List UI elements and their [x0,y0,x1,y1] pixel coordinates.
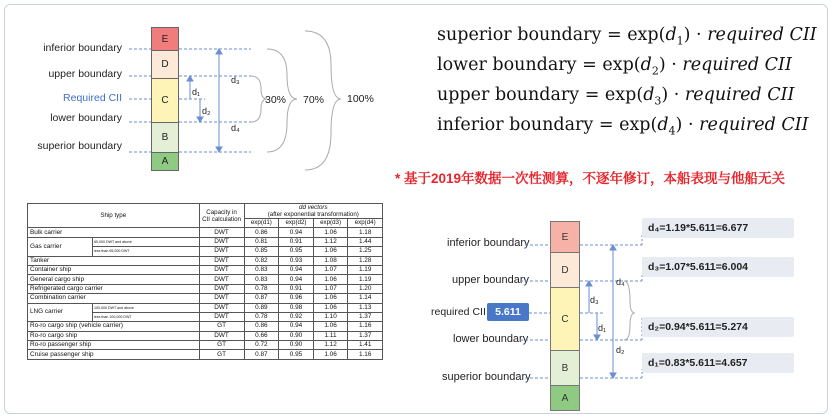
table-row [28,350,383,359]
cell-ship-type: Cruise passenger ship [28,350,200,359]
cell-exp-value: 0.85 [244,247,279,256]
cell-capacity: DWT [199,312,244,321]
cell-exp-value: 0.91 [279,284,314,293]
cell-exp-value: 1.28 [348,256,383,265]
d2-label-bottom: d₂ [616,345,625,355]
formula-sub: 3 [654,94,662,108]
cell-exp-value: 0.94 [279,322,314,331]
required-value: 5.611 [495,306,521,318]
cell-exp-value: 0.87 [244,294,279,303]
cell-exp-value: 1.19 [348,275,383,284]
cell-ship-subtype: less than 100,000 DWT [93,312,200,321]
formula-lhs: upper boundary [437,85,580,105]
percent-100: 100% [347,93,374,105]
th-exp-col: exp(d2) [279,219,314,228]
formula-sub: 1 [676,34,684,48]
formula-rhs: required CII [684,85,795,105]
cell-exp-value: 1.41 [348,341,383,350]
th-dd-sub: (after exponential transformation) [267,211,359,218]
cell-exp-value: 1.08 [313,256,348,265]
formula-rhs: required CII [699,115,809,135]
table-row [28,294,383,303]
formula-row [437,25,817,48]
formula-eq: = exp( [576,55,641,75]
cell-exp-value: 0.83 [244,275,279,284]
cell-exp-value: 1.14 [348,294,383,303]
cell-exp-value: 1.37 [348,312,383,321]
b-label-required-cii: required CII [431,306,486,318]
cell-exp-value: 0.94 [279,265,314,274]
cell-ship-type: Ro-ro cargo ship (vehicle carrier) [28,322,200,331]
cell-ship-type: Tanker [28,256,200,265]
cell-capacity: DWT [199,331,244,340]
formula-close: ) [658,55,666,75]
cell-ship-type: General cargo ship [28,275,200,284]
cell-ship-type: Refrigerated cargo carrier [28,284,200,293]
label-upper-boundary: upper boundary [48,68,122,80]
cell-exp-value: 0.83 [244,265,279,274]
cell-exp-value: 1.18 [348,228,383,237]
table-row [28,322,383,331]
table-row [28,303,383,312]
table-row [28,275,383,284]
cell-exp-value: 0.95 [279,247,314,256]
formula-dot: · [665,55,683,75]
formula-dot: · [668,85,685,105]
cell-exp-value: 0.72 [244,341,279,350]
formula-sub: 4 [668,124,676,138]
cell-exp-value: 1.12 [313,237,348,246]
table-row [28,237,383,246]
formula-row [437,55,792,78]
cell-exp-value: 0.91 [279,237,314,246]
cell-exp-value: 1.07 [313,284,348,293]
th-exp-col: exp(d3) [313,219,348,228]
formula-lhs: lower boundary [437,55,577,75]
th-exp-col: exp(d4) [348,219,383,228]
cell-exp-value: 1.10 [313,312,348,321]
formula-lhs: inferior boundary [437,115,594,135]
band-c: C [151,78,179,123]
cell-exp-value: 1.19 [348,265,383,274]
cell-exp-value: 1.06 [313,350,348,359]
cell-exp-value: 1.06 [313,247,348,256]
table-row [28,256,383,265]
table-row [28,341,383,350]
formula-d: d [640,55,652,75]
table-row [28,228,383,237]
cell-exp-value: 1.07 [313,265,348,274]
cell-capacity: DWT [199,275,244,284]
formula-rhs: required CII [707,25,817,45]
cell-ship-type: Ro-ro cargo ship [28,331,200,340]
b-band-b: B [550,350,580,386]
value-box-d1: d₁=0.83*5.611=4.657 [642,353,794,373]
b-band-e: E [550,221,580,253]
cell-exp-value: 0.86 [244,228,279,237]
formula-row [437,85,794,108]
formula-d: d [657,115,669,135]
value-box-d3: d₃=1.07*5.611=6.004 [642,257,794,277]
cell-exp-value: 1.13 [348,303,383,312]
cell-capacity: GT [199,350,244,359]
band-d: D [151,50,179,79]
cell-exp-value: 0.90 [279,341,314,350]
cell-exp-value: 0.66 [244,331,279,340]
th-exp-col: exp(d1) [244,219,279,228]
table-row [28,284,383,293]
percent-70: 70% [303,94,325,106]
cell-ship-type: Ro-ro passenger ship [28,341,200,350]
cell-ship-type: LNG carrier [28,303,93,322]
label-required-cii: Required CII [63,92,122,104]
cell-exp-value: 1.16 [348,350,383,359]
cell-capacity: DWT [199,256,244,265]
cell-exp-value: 0.82 [244,256,279,265]
cell-ship-subtype: less than 65,000 DWT [93,247,200,256]
d4-label-bottom: d₄ [616,277,625,287]
cell-capacity: DWT [199,237,244,246]
label-superior-boundary: superior boundary [37,140,122,152]
formula-dot: · [682,115,700,135]
percent-30: 30% [265,94,287,106]
th-dd-vectors [244,204,382,219]
cell-exp-value: 0.81 [244,237,279,246]
cell-capacity: DWT [199,265,244,274]
cell-exp-value: 0.96 [279,294,314,303]
d1-label-bottom: d₁ [598,323,607,333]
cell-exp-value: 0.95 [279,350,314,359]
formula-close: ) [675,115,683,135]
cell-exp-value: 1.06 [313,294,348,303]
cell-capacity: GT [199,322,244,331]
formula-d: d [643,85,655,105]
formula-eq: = exp( [593,115,658,135]
slide [4,4,828,414]
cell-exp-value: 0.94 [279,228,314,237]
cell-exp-value: 0.90 [279,331,314,340]
formula-row [437,115,809,138]
formula-close: ) [661,85,669,105]
cell-exp-value: 0.86 [244,322,279,331]
top-diagram [5,5,405,185]
cell-exp-value: 1.06 [313,228,348,237]
formula-eq: = exp( [601,25,666,45]
value-box-d2: d₂=0.94*5.611=5.274 [642,317,794,337]
band-a: A [151,152,179,171]
cell-ship-type: Container ship [28,265,200,274]
b-label-superior-boundary: superior boundary [442,371,531,383]
cell-exp-value: 0.78 [244,284,279,293]
b-label-inferior-boundary: inferior boundary [447,237,530,249]
cell-ship-type: Bulk carrier [28,228,200,237]
d3-label-bottom: d₃ [590,295,599,305]
formula-sub: 2 [651,64,659,78]
label-inferior-boundary: inferior boundary [43,42,122,54]
cell-ship-subtype: 65,000 DWT and above [93,237,200,246]
b-band-d: D [550,252,580,288]
cell-exp-value: 1.06 [313,275,348,284]
cell-ship-type: Combination carrier [28,294,200,303]
cell-capacity: GT [199,341,244,350]
cell-exp-value: 0.93 [279,256,314,265]
cell-exp-value: 1.06 [313,322,348,331]
cell-exp-value: 1.37 [348,331,383,340]
formula-eq: = exp( [579,85,644,105]
cell-capacity: DWT [199,284,244,293]
band-e: E [151,27,179,51]
cell-exp-value: 0.89 [244,303,279,312]
dd-vector-table [27,203,383,360]
formula-lhs: superior boundary [437,25,602,45]
cell-exp-value: 0.78 [244,312,279,321]
cell-exp-value: 0.98 [279,303,314,312]
cell-exp-value: 0.94 [279,275,314,284]
cell-exp-value: 1.44 [348,237,383,246]
cell-capacity: DWT [199,303,244,312]
b-band-c: C [550,287,580,351]
b-label-upper-boundary: upper boundary [452,274,530,286]
th-ship-type: Ship type [28,204,200,228]
d2-label-top: d₂ [202,106,211,116]
cell-ship-subtype: 100,000 DWT and above [93,303,200,312]
formula-close: ) [683,25,691,45]
top-diagram-lines [5,5,405,185]
formula-dot: · [690,25,708,45]
cell-capacity: DWT [199,247,244,256]
d4-label-top: d₄ [231,123,240,133]
cell-ship-type: Gas carrier [28,237,93,256]
d1-label-top: d₁ [192,87,201,97]
cell-capacity: DWT [199,228,244,237]
b-label-lower-boundary: lower boundary [453,333,529,345]
d3-label-top: d₃ [231,75,240,85]
cell-exp-value: 1.20 [348,284,383,293]
formula-d: d [665,25,677,45]
band-b: B [151,122,179,153]
label-lower-boundary: lower boundary [50,112,122,124]
table-row [28,331,383,340]
cell-exp-value: 0.87 [244,350,279,359]
table-row [28,265,383,274]
cell-exp-value: 1.11 [313,331,348,340]
cell-exp-value: 1.16 [348,322,383,331]
value-box-d4: d₄=1.19*5.611=6.677 [642,218,794,238]
cell-exp-value: 0.92 [279,312,314,321]
cell-exp-value: 1.12 [313,341,348,350]
cell-capacity: DWT [199,294,244,303]
b-band-a: A [550,385,580,411]
th-capacity: Capacity in CII calculation [199,204,244,228]
cell-exp-value: 1.25 [348,247,383,256]
formula-rhs: required CII [682,55,792,75]
cell-exp-value: 1.06 [313,303,348,312]
th-dd-title: dd vectors [299,204,328,211]
note-text: * 基于2019年数据一次性测算，不逐年修订，本船表现与他船无关 [395,171,786,186]
